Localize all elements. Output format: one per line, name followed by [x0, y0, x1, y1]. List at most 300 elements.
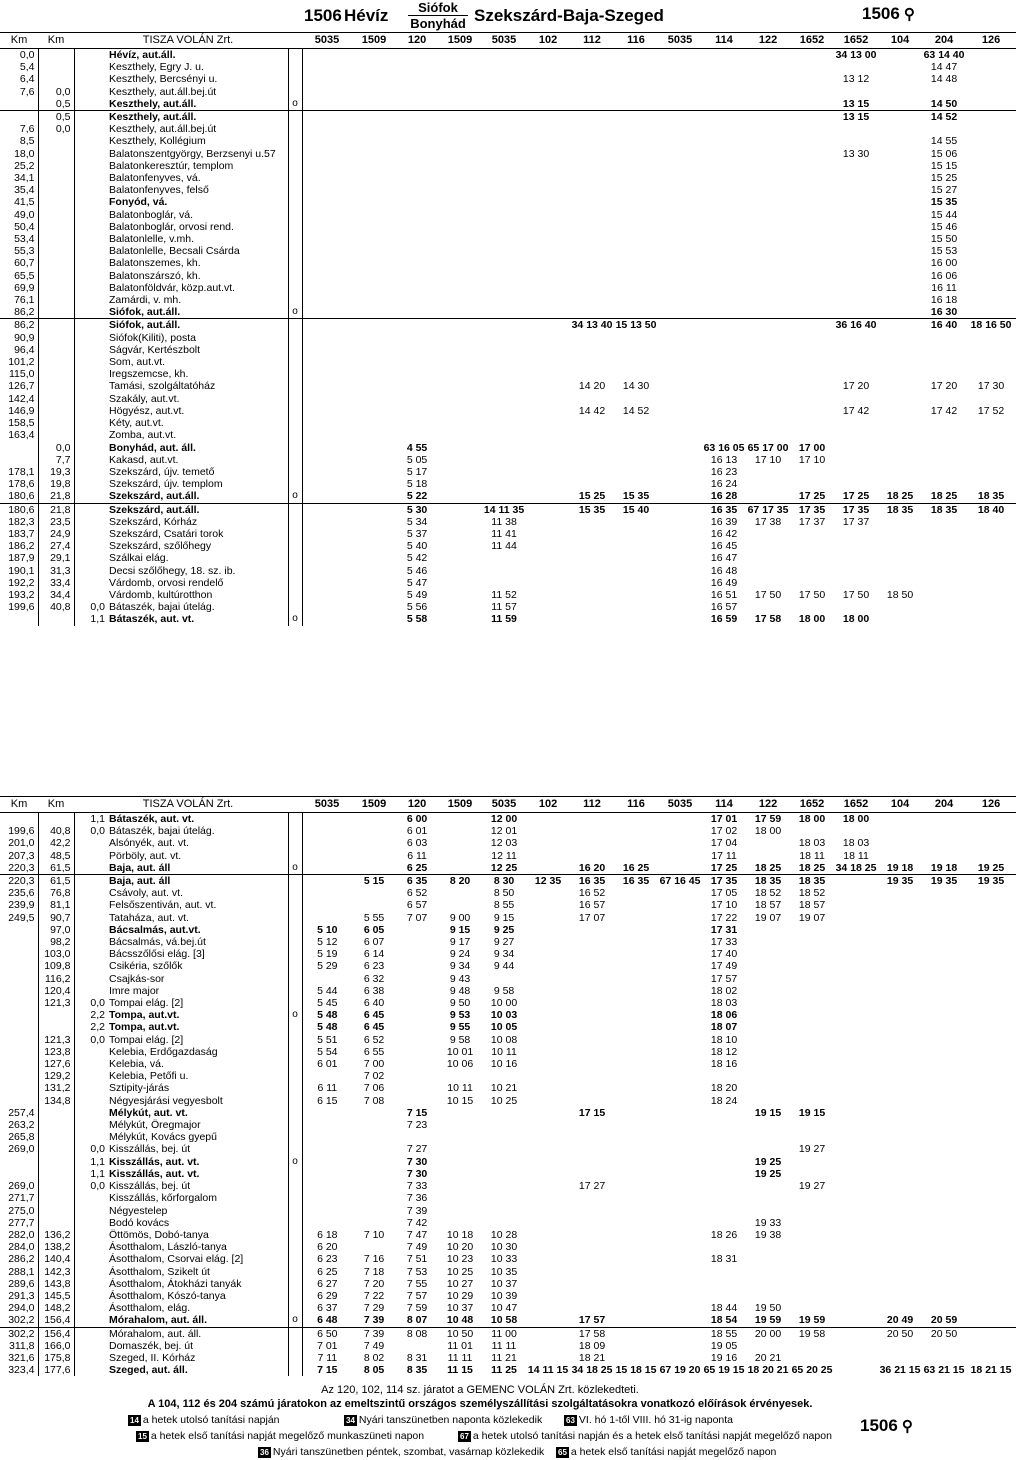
time-cell	[922, 960, 966, 972]
time-cell	[878, 245, 922, 257]
time-cell	[526, 850, 570, 862]
km-cell: 302,2	[0, 1327, 38, 1340]
time-cell	[570, 417, 614, 429]
time-cell	[526, 172, 570, 184]
km-cell: 182,3	[0, 516, 38, 528]
time-cell: 10 28	[490, 1228, 518, 1241]
time-cell	[790, 540, 834, 552]
time-cell	[746, 948, 790, 960]
km-cell: 145,5	[38, 1290, 74, 1302]
time-cell: 17 49	[710, 960, 738, 973]
time-cell	[614, 577, 658, 589]
time-cell	[790, 924, 834, 936]
stop-name: Kisszállás, aut. vt.	[108, 1168, 288, 1180]
time-cell	[438, 1107, 482, 1119]
time-cell	[396, 1058, 438, 1070]
time-cell	[526, 306, 570, 319]
time-cell: 18 21 15	[970, 1364, 1012, 1377]
table-row	[0, 49, 1016, 62]
stop-name: Hévíz, aut.áll.	[108, 49, 288, 62]
km-cell: 60,7	[0, 257, 38, 269]
time-cell: 10 25	[490, 1094, 518, 1107]
time-cell: 36 21 15	[879, 1364, 921, 1377]
time-cell	[746, 98, 790, 111]
arrival-marker	[288, 368, 302, 380]
stop-name: Szekszárd, szőlőhegy	[108, 540, 288, 552]
time-cell	[878, 613, 922, 625]
footnote-badge: 34	[346, 1415, 355, 1425]
time-cell: 5 30	[406, 503, 428, 516]
time-cell	[834, 1314, 878, 1327]
table-row	[0, 540, 1016, 552]
time-cell	[614, 270, 658, 282]
km-cell: 1,1	[90, 1155, 105, 1168]
time-cell: 10 37	[446, 1302, 474, 1315]
time-cell	[302, 233, 352, 245]
arrival-marker	[288, 601, 302, 613]
time-cell	[352, 589, 396, 601]
time-cell	[302, 49, 352, 62]
time-cell: 6 07	[363, 936, 385, 949]
km-cell	[74, 135, 108, 147]
stop-name: Balatonboglár, vá.	[108, 209, 288, 221]
time-cell: 7 39	[406, 1204, 428, 1217]
time-cell	[614, 282, 658, 294]
table-row	[0, 887, 1016, 899]
km-cell	[38, 319, 74, 332]
time-cell	[570, 516, 614, 528]
time-cell	[790, 184, 834, 196]
km-cell: 148,2	[38, 1302, 74, 1314]
km-cell: 192,2	[0, 577, 38, 589]
train-number-header: 104	[878, 797, 922, 813]
time-cell	[702, 184, 746, 196]
time-cell	[482, 1217, 526, 1229]
time-cell	[614, 1278, 658, 1290]
km-cell: 323,4	[0, 1364, 38, 1376]
km-cell	[38, 1180, 74, 1192]
table-row	[0, 135, 1016, 147]
time-cell	[570, 233, 614, 245]
time-cell: 15 35	[578, 503, 606, 516]
km-cell: 53,4	[0, 233, 38, 245]
time-cell: 7 59	[406, 1302, 428, 1315]
time-cell	[746, 148, 790, 160]
table-row	[0, 825, 1016, 837]
time-cell	[526, 613, 570, 625]
time-cell	[746, 344, 790, 356]
time-cell	[352, 813, 396, 826]
time-cell	[614, 1180, 658, 1192]
time-cell	[614, 233, 658, 245]
time-cell	[526, 344, 570, 356]
km-cell: 166,0	[38, 1340, 74, 1352]
km-cell	[74, 257, 108, 269]
time-cell: 18 03	[798, 837, 826, 850]
time-cell	[878, 1046, 922, 1058]
time-cell	[570, 356, 614, 368]
km-cell	[0, 1058, 38, 1070]
km-cell: 0,0	[0, 49, 38, 62]
time-cell	[746, 245, 790, 257]
time-cell	[834, 1340, 878, 1352]
time-cell	[790, 1131, 834, 1143]
time-cell	[834, 442, 878, 454]
time-cell	[746, 49, 790, 62]
time-cell: 7 18	[363, 1265, 385, 1278]
time-cell: 19 38	[754, 1228, 782, 1241]
time-cell	[834, 417, 878, 429]
km-cell	[74, 875, 108, 888]
train-number-header: 5035	[302, 797, 352, 813]
time-cell: 5 05	[406, 453, 428, 466]
time-cell	[302, 862, 352, 875]
table-row	[0, 1131, 1016, 1143]
time-cell: 6 23	[363, 960, 385, 973]
km-cell	[38, 172, 74, 184]
time-cell	[966, 1253, 1016, 1265]
time-cell	[834, 356, 878, 368]
time-cell	[352, 478, 396, 490]
time-cell	[302, 405, 352, 417]
time-cell	[878, 1143, 922, 1155]
table-row	[0, 196, 1016, 208]
time-cell: 7 39	[363, 1327, 385, 1340]
time-cell	[834, 1156, 878, 1168]
km-cell	[0, 1034, 38, 1046]
time-cell	[614, 148, 658, 160]
time-cell	[526, 356, 570, 368]
time-cell	[614, 899, 658, 911]
arrival-marker	[288, 86, 302, 98]
time-cell	[878, 516, 922, 528]
time-cell	[746, 837, 790, 849]
km-cell: 156,4	[38, 1327, 74, 1340]
stop-name: Keszthely, aut.áll.	[108, 98, 288, 111]
time-cell	[302, 123, 352, 135]
time-cell: 14 55	[930, 135, 958, 148]
time-cell	[352, 1217, 396, 1229]
time-cell	[526, 1119, 570, 1131]
time-cell	[658, 380, 702, 392]
time-cell	[702, 332, 746, 344]
arrival-marker	[288, 209, 302, 221]
line-number: 1506	[304, 6, 342, 25]
time-cell: 5 34	[406, 515, 428, 528]
km-cell	[74, 528, 108, 540]
arrival-marker	[288, 61, 302, 73]
time-cell: 18 25	[790, 862, 834, 875]
time-cell	[526, 429, 570, 441]
table-row	[0, 1180, 1016, 1192]
time-cell: 5 47	[406, 576, 428, 589]
table-row	[0, 973, 1016, 985]
time-cell	[922, 332, 966, 344]
km-cell	[74, 111, 108, 124]
time-cell: 13 15	[842, 111, 870, 124]
time-cell	[570, 478, 614, 490]
km-cell	[0, 1009, 38, 1021]
time-cell	[526, 1131, 570, 1143]
train-number-header: 122	[746, 797, 790, 813]
time-cell	[614, 813, 658, 826]
time-cell: 8 02	[363, 1351, 385, 1364]
time-cell: 16 35	[578, 875, 606, 888]
km-cell: 0,0	[38, 86, 74, 98]
timetable-bottom	[0, 796, 1016, 1376]
time-cell	[526, 478, 570, 490]
time-cell	[966, 184, 1016, 196]
time-cell	[878, 948, 922, 960]
time-cell: 16 47	[710, 552, 738, 565]
km-cell	[74, 49, 108, 62]
time-cell	[922, 86, 966, 98]
time-cell	[746, 184, 790, 196]
km-cell	[74, 1082, 108, 1094]
time-cell	[614, 429, 658, 441]
stop-name: Szeged, II. Kórház	[108, 1352, 288, 1364]
time-cell	[302, 490, 352, 503]
stop-name: Balatonfenyves, vá.	[108, 172, 288, 184]
time-cell	[482, 98, 526, 111]
time-cell	[878, 368, 922, 380]
time-cell	[878, 429, 922, 441]
time-cell	[922, 356, 966, 368]
time-cell	[658, 478, 702, 490]
km-cell: 294,0	[0, 1302, 38, 1314]
time-cell	[702, 148, 746, 160]
train-number-header: 1509	[438, 797, 482, 813]
footer-note-1: Az 120, 102, 114 sz. járatot a GEMENC VOLÁN Zrt. közlekedteti.	[321, 1384, 639, 1396]
time-cell: 5 49	[406, 588, 428, 601]
time-cell	[482, 1131, 526, 1143]
km-cell	[0, 613, 38, 625]
time-cell	[614, 135, 658, 147]
time-cell	[878, 924, 922, 936]
time-cell: 10 48	[438, 1314, 482, 1327]
time-cell	[614, 936, 658, 948]
time-cell: 18 00	[754, 825, 782, 838]
time-cell	[834, 887, 878, 899]
time-cell: 6 32	[363, 972, 385, 985]
time-cell	[878, 405, 922, 417]
time-cell: 19 59	[746, 1314, 790, 1327]
km-cell	[74, 478, 108, 490]
time-cell	[438, 1217, 482, 1229]
stop-name: Kakasd, aut.vt.	[108, 454, 288, 466]
footnote-badge: 63	[566, 1415, 575, 1425]
time-cell: 7 11	[317, 1351, 338, 1364]
km-cell	[74, 960, 108, 972]
time-cell	[878, 1009, 922, 1021]
footnote-badge: 65	[558, 1447, 567, 1457]
time-cell	[570, 429, 614, 441]
time-cell	[526, 1058, 570, 1070]
time-cell	[658, 332, 702, 344]
time-cell	[658, 209, 702, 221]
time-cell	[834, 344, 878, 356]
table-row	[0, 209, 1016, 221]
time-cell	[302, 135, 352, 147]
time-cell	[658, 887, 702, 899]
time-cell: 7 02	[363, 1070, 385, 1083]
time-cell: 18 40	[977, 503, 1005, 516]
km-cell	[38, 1119, 74, 1131]
time-cell	[526, 454, 570, 466]
time-cell: 7 30	[406, 1155, 428, 1168]
time-cell	[966, 924, 1016, 936]
stop-name: Zomba, aut.vt.	[108, 429, 288, 441]
time-cell	[658, 356, 702, 368]
table-row	[0, 862, 1016, 875]
arrival-marker	[288, 442, 302, 454]
stop-name: Bácsalmás, aut.vt.	[108, 924, 288, 936]
km-cell	[38, 1107, 74, 1119]
time-cell	[526, 887, 570, 899]
time-cell	[790, 973, 834, 985]
time-cell	[702, 393, 746, 405]
time-cell: 5 10	[317, 923, 338, 936]
arrival-marker	[288, 985, 302, 997]
time-cell	[790, 1217, 834, 1229]
km-cell: 2,2	[90, 1009, 105, 1022]
table-row	[0, 985, 1016, 997]
time-cell	[352, 490, 396, 503]
time-cell	[790, 148, 834, 160]
time-cell	[790, 1340, 834, 1352]
time-cell	[658, 294, 702, 306]
time-cell: 11 11	[447, 1351, 473, 1364]
time-cell	[834, 393, 878, 405]
time-cell	[922, 1168, 966, 1180]
time-cell	[922, 540, 966, 552]
km-cell: 180,6	[0, 503, 38, 516]
time-cell: 34 13 40	[571, 319, 613, 332]
time-cell	[790, 294, 834, 306]
km-cell	[38, 1217, 74, 1229]
km-cell	[38, 209, 74, 221]
time-cell	[614, 344, 658, 356]
time-cell	[570, 1009, 614, 1021]
time-cell	[658, 1192, 702, 1204]
time-cell	[746, 1205, 790, 1217]
km-cell	[74, 306, 108, 319]
time-cell	[302, 1070, 352, 1082]
time-cell	[922, 837, 966, 849]
time-cell	[482, 73, 526, 85]
stop-name: Szeged, aut. áll.	[108, 1364, 288, 1376]
time-cell	[614, 997, 658, 1009]
km-cell	[38, 196, 74, 208]
time-cell	[302, 221, 352, 233]
arrival-marker	[288, 1278, 302, 1290]
time-cell: 10 20	[446, 1241, 474, 1254]
km-cell: 31,3	[38, 565, 74, 577]
km-cell	[0, 454, 38, 466]
time-cell	[702, 123, 746, 135]
train-number-header: 204	[922, 33, 966, 49]
time-cell	[922, 1046, 966, 1058]
time-cell	[570, 1070, 614, 1082]
table-row	[0, 1205, 1016, 1217]
stop-name: Siófok, aut.áll.	[108, 306, 288, 319]
time-cell	[702, 356, 746, 368]
time-cell	[966, 1352, 1016, 1364]
time-cell: 17 57	[570, 1314, 614, 1327]
time-cell	[878, 86, 922, 98]
time-cell	[790, 1119, 834, 1131]
km-cell: 7,7	[38, 454, 74, 466]
stop-name: Keszthely, aut.áll.bej.út	[108, 123, 288, 135]
time-cell	[570, 577, 614, 589]
stop-name: Bodó kovács	[108, 1217, 288, 1229]
arrival-marker	[288, 196, 302, 208]
time-cell: 16 57	[710, 601, 738, 614]
time-cell	[922, 577, 966, 589]
time-cell	[658, 1327, 702, 1340]
time-cell	[966, 912, 1016, 924]
time-cell: 7 51	[406, 1253, 428, 1266]
time-cell	[352, 257, 396, 269]
time-cell	[438, 552, 482, 564]
time-cell	[396, 282, 438, 294]
table-row	[0, 875, 1016, 888]
time-cell	[658, 813, 702, 826]
time-cell	[352, 601, 396, 613]
time-cell	[834, 294, 878, 306]
time-cell: 6 23	[317, 1253, 338, 1266]
km-cell	[74, 1229, 108, 1241]
time-cell	[352, 209, 396, 221]
time-cell	[834, 1131, 878, 1143]
time-cell	[790, 98, 834, 111]
km-cell	[38, 368, 74, 380]
time-cell: 7 42	[406, 1216, 428, 1229]
time-cell: 17 15	[578, 1106, 606, 1119]
time-cell	[302, 417, 352, 429]
time-cell	[482, 454, 526, 466]
time-cell	[526, 813, 570, 826]
time-cell	[790, 1352, 834, 1364]
train-number-header: 120	[396, 33, 438, 49]
time-cell	[614, 552, 658, 564]
page-number-text: 1506	[860, 1416, 898, 1435]
time-cell	[878, 997, 922, 1009]
time-cell: 17 07	[578, 911, 606, 924]
km-cell: 121,3	[38, 997, 74, 1009]
time-cell	[922, 1229, 966, 1241]
time-cell	[396, 257, 438, 269]
stop-name: Tompai elág. [2]	[108, 1034, 288, 1046]
time-cell	[302, 1205, 352, 1217]
time-cell: 11 44	[491, 540, 517, 553]
time-cell	[834, 454, 878, 466]
time-cell	[396, 111, 438, 124]
time-cell	[614, 1082, 658, 1094]
km-cell	[38, 282, 74, 294]
time-cell	[834, 601, 878, 613]
km-cell: 33,4	[38, 577, 74, 589]
km-cell: 199,6	[0, 825, 38, 837]
time-cell	[878, 1168, 922, 1180]
time-cell	[658, 552, 702, 564]
time-cell: 11 25	[491, 1364, 517, 1377]
stop-name: Szekszárd, újv. templom	[108, 478, 288, 490]
time-cell	[570, 1266, 614, 1278]
time-cell: 14 30	[622, 380, 650, 393]
time-cell	[482, 86, 526, 98]
time-cell	[352, 135, 396, 147]
